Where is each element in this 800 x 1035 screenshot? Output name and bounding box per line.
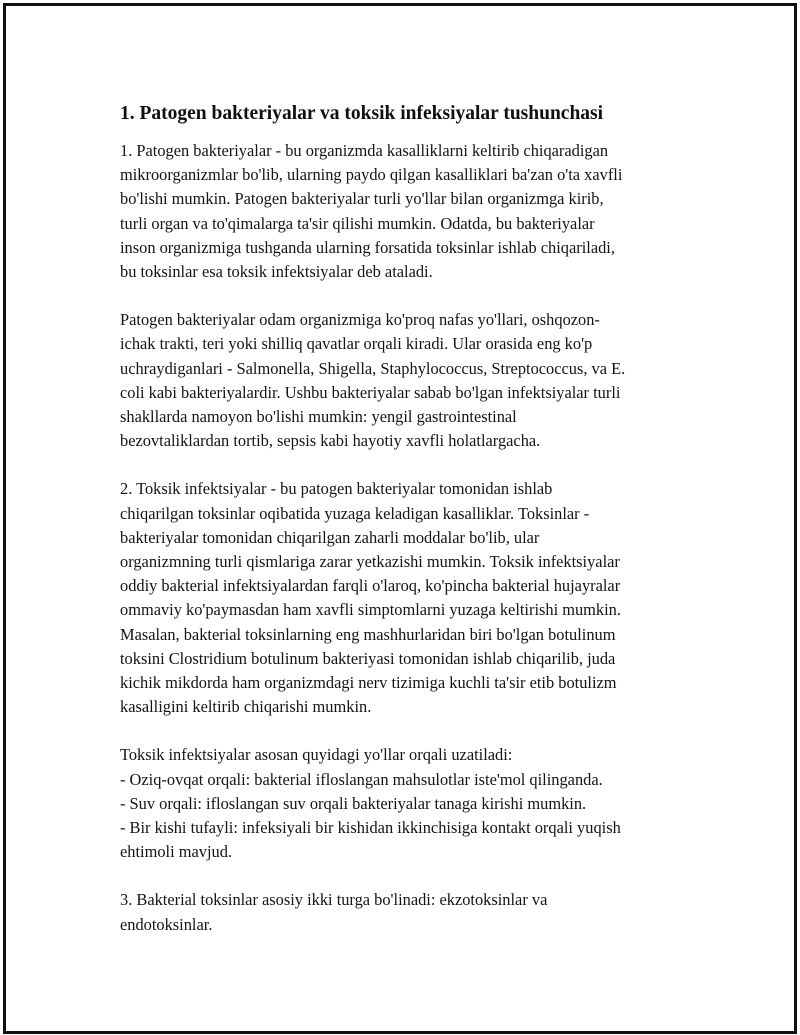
document-body [120, 102, 690, 937]
text-line: bu toksinlar esa toksik infektsiyalar deb ataladi. [120, 262, 433, 282]
text-line: toksini Clostridium botulinum bakteriyasi tomonidan ishlab chiqarilib, juda [120, 648, 616, 668]
text-line: turli organ va to'qimalarga ta'sir qilishi mumkin. Odatda, bu bakteriyalar [120, 213, 595, 233]
text-line: ommaviy ko'paymasdan ham xavfli simptomlarni yuzaga keltirishi mumkin. [120, 600, 621, 620]
text-line: Toksik infektsiyalar asosan quyidagi yo'llar orqali uzatiladi: [120, 745, 513, 765]
text-line: chiqarilgan toksinlar oqibatida yuzaga keladigan kasalliklar. Toksinlar - [120, 503, 590, 523]
paragraph-transmission-routes [120, 743, 690, 864]
text-line: 3. Bakterial toksinlar asosiy ikki turga bo'linadi: ekzotoksinlar va [120, 890, 548, 910]
text-line: shakllarda namoyon bo'lishi mumkin: yengil gastrointestinal [120, 407, 517, 427]
text-line: 2. Toksik infektsiyalar - bu patogen bakteriyalar tomonidan ishlab [120, 479, 553, 499]
text-line: uchraydiganlari - Salmonella, Shigella, Staphylococcus, Streptococcus, va E. [120, 358, 626, 378]
text-line: kichik mikdorda ham organizmdagi nerv tizimiga kuchli ta'sir etib botulizm [120, 673, 617, 693]
page-frame [3, 3, 797, 1034]
text-line: bezovtaliklardan tortib, sepsis kabi hayotiy xavfli holatlargacha. [120, 431, 541, 451]
text-line: bakteriyalar tomonidan chiqarilgan zaharli moddalar bo'lib, ular [120, 527, 540, 547]
text-line: oddiy bakterial infektsiyalardan farqli o'laroq, ko'pincha bakterial hujayralar [120, 576, 621, 596]
paragraph-toxin-types [120, 888, 690, 936]
paragraph-pathogenic-bacteria [120, 139, 690, 284]
text-line: kasalligini keltirib chiqarishi mumkin. [120, 697, 372, 717]
list-item: - Bir kishi tufayli: infeksiyali bir kishidan ikkinchisiga kontakt orqali yuqish [120, 818, 621, 838]
text-line: endotoksinlar. [120, 914, 213, 934]
text-line: bo'lishi mumkin. Patogen bakteriyalar turli yo'llar bilan organizmga kirib, [120, 189, 604, 209]
text-line: organizmning turli qismlariga zarar yetkazishi mumkin. Toksik infektsiyalar [120, 552, 620, 572]
section-heading: 1. Patogen bakteriyalar va toksik infeksiyalar tushunchasi [120, 103, 604, 124]
paragraph-entry-routes [120, 308, 690, 453]
text-line: mikroorganizmlar bo'lib, ularning paydo qilgan kasalliklari ba'zan o'ta xavfli [120, 165, 623, 185]
text-line: ichak trakti, teri yoki shilliq qavatlar orqali kiradi. Ular orasida eng ko'p [120, 334, 593, 354]
text-line: Patogen bakteriyalar odam organizmiga ko'proq nafas yo'llari, oshqozon- [120, 310, 600, 330]
text-line: Masalan, bakterial toksinlarning eng mashhurlaridan biri bo'lgan botulinum [120, 624, 616, 644]
paragraph-toxic-infections [120, 477, 690, 719]
text-line: ehtimoli mavjud. [120, 842, 232, 862]
text-line: coli kabi bakteriyalardir. Ushbu bakteriyalar sabab bo'lgan infektsiyalar turli [120, 382, 621, 402]
list-item: - Oziq-ovqat orqali: bakterial ifloslangan mahsulotlar iste'mol qilinganda. [120, 769, 603, 789]
list-item: - Suv orqali: ifloslangan suv orqali bakteriyalar tanaga kirishi mumkin. [120, 793, 587, 813]
text-line: 1. Patogen bakteriyalar - bu organizmda kasalliklarni keltirib chiqaradigan [120, 141, 609, 160]
text-line: inson organizmiga tushganda ularning forsatida toksinlar ishlab chiqariladi, [120, 237, 615, 257]
